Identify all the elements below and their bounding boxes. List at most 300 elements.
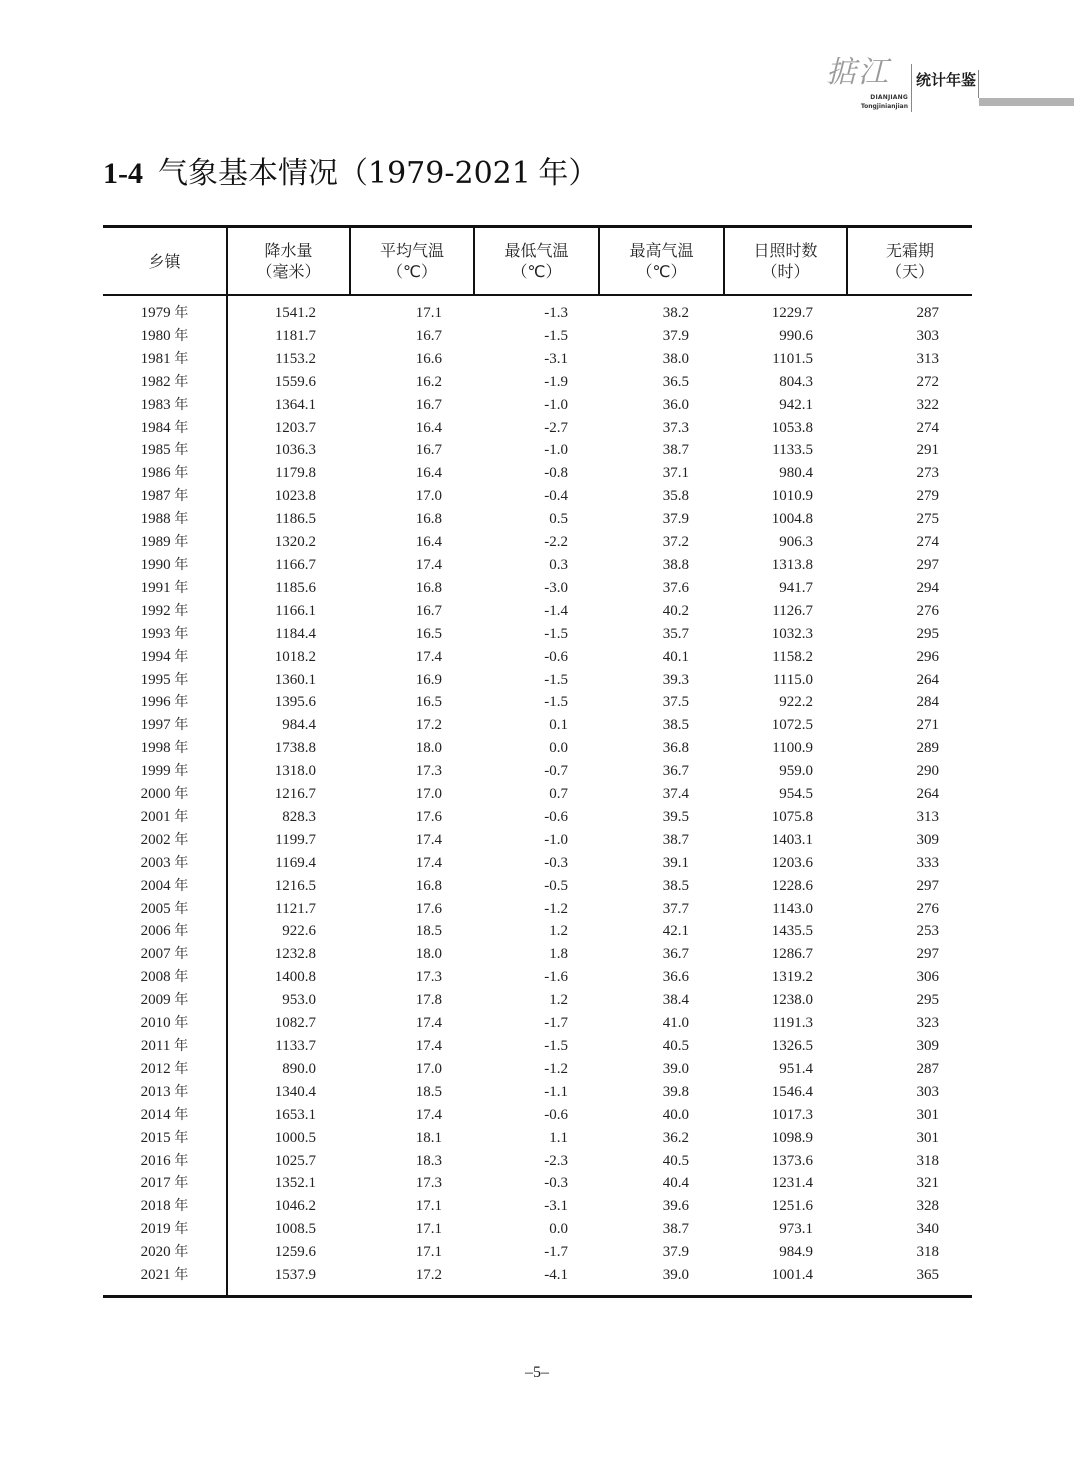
table-row bbox=[103, 462, 972, 485]
table-row bbox=[103, 1104, 972, 1127]
frost-free-cell: 323 bbox=[916, 1015, 939, 1032]
frost-free-cell: 276 bbox=[916, 602, 939, 619]
year-suffix: 年 bbox=[174, 1129, 189, 1146]
min-temp-cell: -1.5 bbox=[544, 327, 568, 344]
year-suffix: 年 bbox=[174, 877, 189, 894]
avg-temp-cell: 17.1 bbox=[415, 1244, 442, 1261]
frost-free-cell: 264 bbox=[916, 786, 939, 803]
max-temp-cell: 35.7 bbox=[662, 625, 689, 642]
table-row bbox=[103, 1081, 972, 1104]
frost-free-cell: 309 bbox=[916, 831, 939, 848]
year-suffix: 年 bbox=[174, 969, 189, 986]
table-row bbox=[103, 966, 972, 989]
year-cell bbox=[103, 1012, 227, 1035]
table-row bbox=[103, 577, 972, 600]
frost-free-cell: 318 bbox=[916, 1244, 939, 1261]
column-header-name: 最高气温 bbox=[629, 241, 694, 260]
table-row bbox=[103, 875, 972, 898]
min-temp-cell: -1.0 bbox=[544, 396, 568, 413]
table-row bbox=[103, 394, 972, 417]
column-header-name: 无霜期 bbox=[885, 241, 934, 260]
table-row bbox=[103, 852, 972, 875]
year-suffix: 年 bbox=[174, 602, 189, 619]
table-row bbox=[103, 1264, 972, 1296]
table-row bbox=[103, 760, 972, 783]
avg-temp-cell: 16.8 bbox=[415, 877, 442, 894]
precip-cell: 1738.8 bbox=[274, 740, 316, 757]
min-temp-cell: 0.3 bbox=[549, 556, 568, 573]
year-suffix: 年 bbox=[174, 305, 189, 321]
frost-free-cell: 321 bbox=[916, 1175, 939, 1192]
year-value: 1997 bbox=[140, 717, 171, 734]
year-value: 1987 bbox=[140, 488, 171, 505]
precip-cell: 1541.2 bbox=[274, 305, 316, 321]
min-temp-cell: -1.3 bbox=[544, 305, 568, 321]
year-value: 1998 bbox=[140, 740, 171, 757]
table-row bbox=[103, 829, 972, 852]
year-value: 2003 bbox=[140, 854, 171, 871]
year-value: 1994 bbox=[140, 648, 171, 665]
min-temp-cell: 0.0 bbox=[549, 1221, 568, 1238]
min-temp-cell: -0.8 bbox=[544, 465, 568, 482]
min-temp-cell: -0.3 bbox=[544, 1175, 568, 1192]
year-suffix: 年 bbox=[174, 786, 189, 803]
min-temp-cell: -3.1 bbox=[544, 1198, 568, 1215]
max-temp-cell: 37.6 bbox=[662, 579, 689, 596]
year-suffix: 年 bbox=[174, 419, 189, 436]
frost-free-cell: 291 bbox=[916, 442, 939, 459]
avg-temp-cell: 17.3 bbox=[415, 1175, 442, 1192]
year-cell bbox=[103, 1172, 227, 1195]
avg-temp-cell: 16.8 bbox=[415, 511, 442, 528]
year-cell bbox=[103, 875, 227, 898]
table-row bbox=[103, 943, 972, 966]
min-temp-cell: -1.0 bbox=[544, 442, 568, 459]
sunshine-cell: 1313.8 bbox=[771, 556, 813, 573]
precip-cell: 1185.6 bbox=[275, 579, 316, 596]
frost-free-cell: 273 bbox=[916, 465, 939, 482]
sunshine-cell: 1435.5 bbox=[771, 923, 813, 940]
max-temp-cell: 40.2 bbox=[662, 602, 689, 619]
min-temp-cell: -1.7 bbox=[544, 1244, 568, 1261]
precip-cell: 984.4 bbox=[282, 717, 316, 734]
year-cell bbox=[103, 1081, 227, 1104]
sunshine-cell: 1403.1 bbox=[771, 831, 813, 848]
year-value: 2019 bbox=[140, 1221, 171, 1238]
year-suffix: 年 bbox=[174, 831, 189, 848]
sunshine-cell: 1143.0 bbox=[772, 900, 813, 917]
min-temp-cell: -0.6 bbox=[544, 648, 568, 665]
precip-cell: 828.3 bbox=[282, 808, 316, 825]
min-temp-cell: -1.9 bbox=[544, 373, 568, 390]
frost-free-cell: 301 bbox=[916, 1106, 939, 1123]
min-temp-cell: 0.1 bbox=[549, 717, 568, 734]
year-value: 1993 bbox=[140, 625, 171, 642]
year-cell bbox=[103, 920, 227, 943]
frost-free-cell: 274 bbox=[916, 419, 939, 436]
year-suffix: 年 bbox=[174, 1221, 189, 1238]
year-value: 1986 bbox=[140, 465, 171, 482]
year-cell bbox=[103, 1058, 227, 1081]
precip-cell: 1025.7 bbox=[274, 1152, 316, 1169]
frost-free-cell: 296 bbox=[916, 648, 939, 665]
year-cell bbox=[103, 737, 227, 760]
sunshine-cell: 984.9 bbox=[779, 1244, 813, 1261]
table-row bbox=[103, 1218, 972, 1241]
table-row bbox=[103, 783, 972, 806]
sunshine-cell: 1101.5 bbox=[772, 350, 813, 367]
frost-free-cell: 279 bbox=[916, 488, 939, 505]
table-row bbox=[103, 1195, 972, 1218]
sunshine-cell: 942.1 bbox=[779, 396, 813, 413]
column-header bbox=[350, 227, 474, 296]
precip-cell: 922.6 bbox=[282, 923, 316, 940]
avg-temp-cell: 16.7 bbox=[415, 327, 442, 344]
max-temp-cell: 42.1 bbox=[662, 923, 689, 940]
frost-free-cell: 287 bbox=[916, 1060, 939, 1077]
max-temp-cell: 39.3 bbox=[662, 671, 689, 688]
avg-temp-cell: 18.5 bbox=[415, 1083, 442, 1100]
precip-cell: 1169.4 bbox=[275, 854, 316, 871]
avg-temp-cell: 18.5 bbox=[415, 923, 442, 940]
table-row bbox=[103, 1127, 972, 1150]
sunshine-cell: 1319.2 bbox=[771, 969, 813, 986]
year-cell bbox=[103, 439, 227, 462]
precip-cell: 953.0 bbox=[282, 992, 316, 1009]
year-suffix: 年 bbox=[174, 488, 189, 505]
brand-divider-right bbox=[978, 70, 979, 98]
table-row bbox=[103, 646, 972, 669]
table-row bbox=[103, 623, 972, 646]
column-header-unit: （℃） bbox=[387, 262, 437, 281]
year-value: 1985 bbox=[140, 442, 171, 459]
table-row bbox=[103, 325, 972, 348]
column-header-name: 乡镇 bbox=[148, 251, 181, 271]
max-temp-cell: 36.6 bbox=[662, 969, 689, 986]
year-value: 1983 bbox=[140, 396, 171, 413]
sunshine-cell: 973.1 bbox=[779, 1221, 813, 1238]
precip-cell: 1199.7 bbox=[275, 831, 316, 848]
precip-cell: 1121.7 bbox=[275, 900, 316, 917]
column-header bbox=[474, 227, 599, 296]
brand-title: 统计年鉴 bbox=[916, 71, 977, 89]
precip-cell: 1395.6 bbox=[274, 694, 316, 711]
brand-pinyin-line1: DIANJIANG bbox=[870, 94, 908, 101]
year-value: 1989 bbox=[140, 534, 171, 551]
precip-cell: 1364.1 bbox=[274, 396, 316, 413]
sunshine-cell: 1032.3 bbox=[771, 625, 813, 642]
year-value: 2001 bbox=[140, 808, 171, 825]
avg-temp-cell: 18.0 bbox=[415, 740, 442, 757]
avg-temp-cell: 17.6 bbox=[415, 808, 442, 825]
brand-calligraphy-logo: 掂江 bbox=[826, 56, 890, 90]
frost-free-cell: 297 bbox=[916, 877, 939, 894]
max-temp-cell: 37.3 bbox=[662, 419, 689, 436]
table-header-row bbox=[103, 227, 972, 296]
max-temp-cell: 37.9 bbox=[662, 1244, 689, 1261]
year-cell bbox=[103, 417, 227, 440]
year-value: 1982 bbox=[140, 373, 171, 390]
year-cell bbox=[103, 462, 227, 485]
sunshine-cell: 1100.9 bbox=[772, 740, 813, 757]
sunshine-cell: 1126.7 bbox=[772, 602, 813, 619]
max-temp-cell: 37.2 bbox=[662, 534, 689, 551]
avg-temp-cell: 16.5 bbox=[415, 625, 442, 642]
year-cell bbox=[103, 348, 227, 371]
precip-cell: 1559.6 bbox=[274, 373, 316, 390]
table-row bbox=[103, 989, 972, 1012]
frost-free-cell: 297 bbox=[916, 556, 939, 573]
table-row bbox=[103, 737, 972, 760]
year-value: 2016 bbox=[140, 1152, 171, 1169]
year-suffix: 年 bbox=[174, 740, 189, 757]
frost-free-cell: 318 bbox=[916, 1152, 939, 1169]
precip-cell: 1166.7 bbox=[275, 556, 316, 573]
avg-temp-cell: 16.2 bbox=[415, 373, 442, 390]
sunshine-cell: 906.3 bbox=[779, 534, 813, 551]
frost-free-cell: 309 bbox=[916, 1038, 939, 1054]
max-temp-cell: 36.8 bbox=[662, 740, 689, 757]
sunshine-cell: 1231.4 bbox=[771, 1175, 813, 1192]
precip-cell: 1216.7 bbox=[274, 786, 316, 803]
column-header-unit: （℃） bbox=[511, 262, 562, 281]
precip-cell: 1259.6 bbox=[274, 1244, 316, 1261]
precip-cell: 1400.8 bbox=[274, 969, 316, 986]
max-temp-cell: 38.7 bbox=[662, 442, 689, 459]
year-cell bbox=[103, 898, 227, 921]
sunshine-cell: 1115.0 bbox=[772, 671, 813, 688]
year-value: 2017 bbox=[140, 1175, 171, 1192]
max-temp-cell: 38.4 bbox=[662, 992, 689, 1009]
year-value: 2007 bbox=[140, 946, 171, 963]
year-value: 1995 bbox=[140, 671, 171, 688]
year-value: 1992 bbox=[140, 602, 171, 619]
year-suffix: 年 bbox=[174, 854, 189, 871]
year-value: 2009 bbox=[140, 992, 171, 1009]
frost-free-cell: 365 bbox=[916, 1267, 939, 1284]
table-row bbox=[103, 898, 972, 921]
min-temp-cell: -1.2 bbox=[544, 900, 568, 917]
column-header bbox=[724, 227, 847, 296]
year-cell bbox=[103, 852, 227, 875]
year-cell bbox=[103, 1218, 227, 1241]
year-suffix: 年 bbox=[174, 442, 189, 459]
year-suffix: 年 bbox=[174, 1083, 189, 1100]
max-temp-cell: 39.0 bbox=[662, 1060, 689, 1077]
frost-free-cell: 289 bbox=[916, 740, 939, 757]
sunshine-cell: 1075.8 bbox=[771, 808, 813, 825]
title-range-open: （1979-2021 bbox=[338, 156, 531, 191]
year-value: 1990 bbox=[140, 556, 171, 573]
max-temp-cell: 40.0 bbox=[662, 1106, 689, 1123]
min-temp-cell: 0.7 bbox=[549, 786, 568, 803]
year-suffix: 年 bbox=[174, 717, 189, 734]
year-suffix: 年 bbox=[174, 1038, 189, 1054]
year-value: 1999 bbox=[140, 763, 171, 780]
year-value: 2006 bbox=[140, 923, 171, 940]
precip-cell: 1318.0 bbox=[274, 763, 316, 780]
table-row bbox=[103, 508, 972, 531]
frost-free-cell: 253 bbox=[916, 923, 939, 940]
page-title bbox=[103, 148, 598, 192]
avg-temp-cell: 16.9 bbox=[415, 671, 442, 688]
year-value: 1980 bbox=[140, 327, 171, 344]
table-row bbox=[103, 669, 972, 692]
sunshine-cell: 1158.2 bbox=[772, 648, 813, 665]
table-row bbox=[103, 371, 972, 394]
sunshine-cell: 1053.8 bbox=[771, 419, 813, 436]
precip-cell: 1000.5 bbox=[274, 1129, 316, 1146]
precip-cell: 1046.2 bbox=[274, 1198, 316, 1215]
precip-cell: 1166.1 bbox=[275, 602, 316, 619]
year-value: 2005 bbox=[140, 900, 171, 917]
frost-free-cell: 328 bbox=[916, 1198, 939, 1215]
min-temp-cell: -0.4 bbox=[544, 488, 568, 505]
max-temp-cell: 39.8 bbox=[662, 1083, 689, 1100]
max-temp-cell: 38.5 bbox=[662, 717, 689, 734]
year-value: 1979 bbox=[140, 305, 171, 321]
year-suffix: 年 bbox=[174, 946, 189, 963]
precip-cell: 1216.5 bbox=[274, 877, 316, 894]
max-temp-cell: 37.1 bbox=[662, 465, 689, 482]
year-value: 2000 bbox=[140, 786, 171, 803]
min-temp-cell: -1.1 bbox=[544, 1083, 568, 1100]
avg-temp-cell: 16.8 bbox=[415, 579, 442, 596]
sunshine-cell: 959.0 bbox=[779, 763, 813, 780]
max-temp-cell: 38.0 bbox=[662, 350, 689, 367]
max-temp-cell: 37.7 bbox=[662, 900, 689, 917]
year-cell bbox=[103, 508, 227, 531]
year-suffix: 年 bbox=[174, 900, 189, 917]
brand-gray-bar bbox=[979, 98, 1074, 106]
table-row bbox=[103, 439, 972, 462]
precip-cell: 1340.4 bbox=[274, 1083, 316, 1100]
year-value: 2012 bbox=[140, 1060, 171, 1077]
frost-free-cell: 295 bbox=[916, 992, 939, 1009]
avg-temp-cell: 18.1 bbox=[415, 1129, 442, 1146]
avg-temp-cell: 17.4 bbox=[415, 1106, 442, 1123]
year-suffix: 年 bbox=[174, 327, 189, 344]
min-temp-cell: -1.5 bbox=[544, 625, 568, 642]
year-cell bbox=[103, 1127, 227, 1150]
year-cell bbox=[103, 325, 227, 348]
sunshine-cell: 1133.5 bbox=[772, 442, 813, 459]
avg-temp-cell: 17.4 bbox=[415, 1015, 442, 1032]
sunshine-cell: 1010.9 bbox=[771, 488, 813, 505]
frost-free-cell: 287 bbox=[916, 305, 939, 321]
precip-cell: 1023.8 bbox=[274, 488, 316, 505]
min-temp-cell: -4.1 bbox=[544, 1267, 568, 1284]
sunshine-cell: 980.4 bbox=[779, 465, 813, 482]
frost-free-cell: 306 bbox=[916, 969, 939, 986]
table-row bbox=[103, 485, 972, 508]
year-cell bbox=[103, 989, 227, 1012]
precip-cell: 1153.2 bbox=[275, 350, 316, 367]
frost-free-cell: 322 bbox=[916, 396, 939, 413]
column-header-name: 最低气温 bbox=[504, 241, 569, 260]
avg-temp-cell: 18.0 bbox=[415, 946, 442, 963]
column-header-unit: （毫米） bbox=[256, 262, 321, 281]
min-temp-cell: 1.1 bbox=[549, 1129, 568, 1146]
min-temp-cell: -0.6 bbox=[544, 1106, 568, 1123]
sunshine-cell: 1203.6 bbox=[771, 854, 813, 871]
year-value: 1996 bbox=[140, 694, 171, 711]
min-temp-cell: -2.7 bbox=[544, 419, 568, 436]
frost-free-cell: 294 bbox=[916, 579, 939, 596]
column-header-name: 降水量 bbox=[264, 241, 313, 260]
precip-cell: 1133.7 bbox=[275, 1038, 316, 1054]
year-suffix: 年 bbox=[174, 1106, 189, 1123]
precip-cell: 1179.8 bbox=[275, 465, 316, 482]
avg-temp-cell: 17.0 bbox=[415, 786, 442, 803]
max-temp-cell: 39.5 bbox=[662, 808, 689, 825]
sunshine-cell: 954.5 bbox=[779, 786, 813, 803]
min-temp-cell: -3.0 bbox=[544, 579, 568, 596]
max-temp-cell: 38.5 bbox=[662, 877, 689, 894]
year-cell bbox=[103, 669, 227, 692]
brand-pinyin-line2: Tongjinianjian bbox=[860, 103, 908, 110]
year-suffix: 年 bbox=[174, 808, 189, 825]
max-temp-cell: 40.5 bbox=[662, 1152, 689, 1169]
min-temp-cell: -0.5 bbox=[544, 877, 568, 894]
sunshine-cell: 1326.5 bbox=[771, 1038, 813, 1054]
year-value: 2015 bbox=[140, 1129, 171, 1146]
min-temp-cell: -0.7 bbox=[544, 763, 568, 780]
precip-cell: 1352.1 bbox=[274, 1175, 316, 1192]
sunshine-cell: 1017.3 bbox=[771, 1106, 813, 1123]
avg-temp-cell: 16.7 bbox=[415, 602, 442, 619]
avg-temp-cell: 17.6 bbox=[415, 900, 442, 917]
year-cell bbox=[103, 646, 227, 669]
year-cell bbox=[103, 943, 227, 966]
year-suffix: 年 bbox=[174, 671, 189, 688]
year-cell bbox=[103, 531, 227, 554]
year-suffix: 年 bbox=[174, 992, 189, 1009]
sunshine-cell: 1546.4 bbox=[771, 1083, 813, 1100]
precip-cell: 1018.2 bbox=[274, 648, 316, 665]
avg-temp-cell: 17.1 bbox=[415, 1221, 442, 1238]
max-temp-cell: 39.0 bbox=[662, 1267, 689, 1284]
column-header-name: 平均气温 bbox=[379, 241, 444, 260]
sunshine-cell: 990.6 bbox=[779, 327, 813, 344]
year-suffix: 年 bbox=[174, 923, 189, 940]
sunshine-cell: 1072.5 bbox=[771, 717, 813, 734]
avg-temp-cell: 16.7 bbox=[415, 396, 442, 413]
min-temp-cell: 1.2 bbox=[549, 992, 568, 1009]
min-temp-cell: 1.8 bbox=[549, 946, 568, 963]
year-value: 1991 bbox=[140, 579, 171, 596]
precip-cell: 1036.3 bbox=[274, 442, 316, 459]
avg-temp-cell: 17.4 bbox=[415, 854, 442, 871]
year-suffix: 年 bbox=[174, 694, 189, 711]
year-cell bbox=[103, 485, 227, 508]
table-row bbox=[103, 600, 972, 623]
year-cell bbox=[103, 295, 227, 325]
max-temp-cell: 36.0 bbox=[662, 396, 689, 413]
sunshine-cell: 1251.6 bbox=[771, 1198, 813, 1215]
table-row bbox=[103, 1058, 972, 1081]
title-range-year: 年 bbox=[538, 156, 569, 191]
avg-temp-cell: 17.3 bbox=[415, 763, 442, 780]
year-cell bbox=[103, 966, 227, 989]
precip-cell: 1186.5 bbox=[275, 511, 316, 528]
table-row bbox=[103, 1172, 972, 1195]
min-temp-cell: -1.4 bbox=[544, 602, 568, 619]
sunshine-cell: 951.4 bbox=[779, 1060, 813, 1077]
sunshine-cell: 1098.9 bbox=[771, 1129, 813, 1146]
year-suffix: 年 bbox=[174, 373, 189, 390]
sunshine-cell: 1191.3 bbox=[772, 1015, 813, 1032]
